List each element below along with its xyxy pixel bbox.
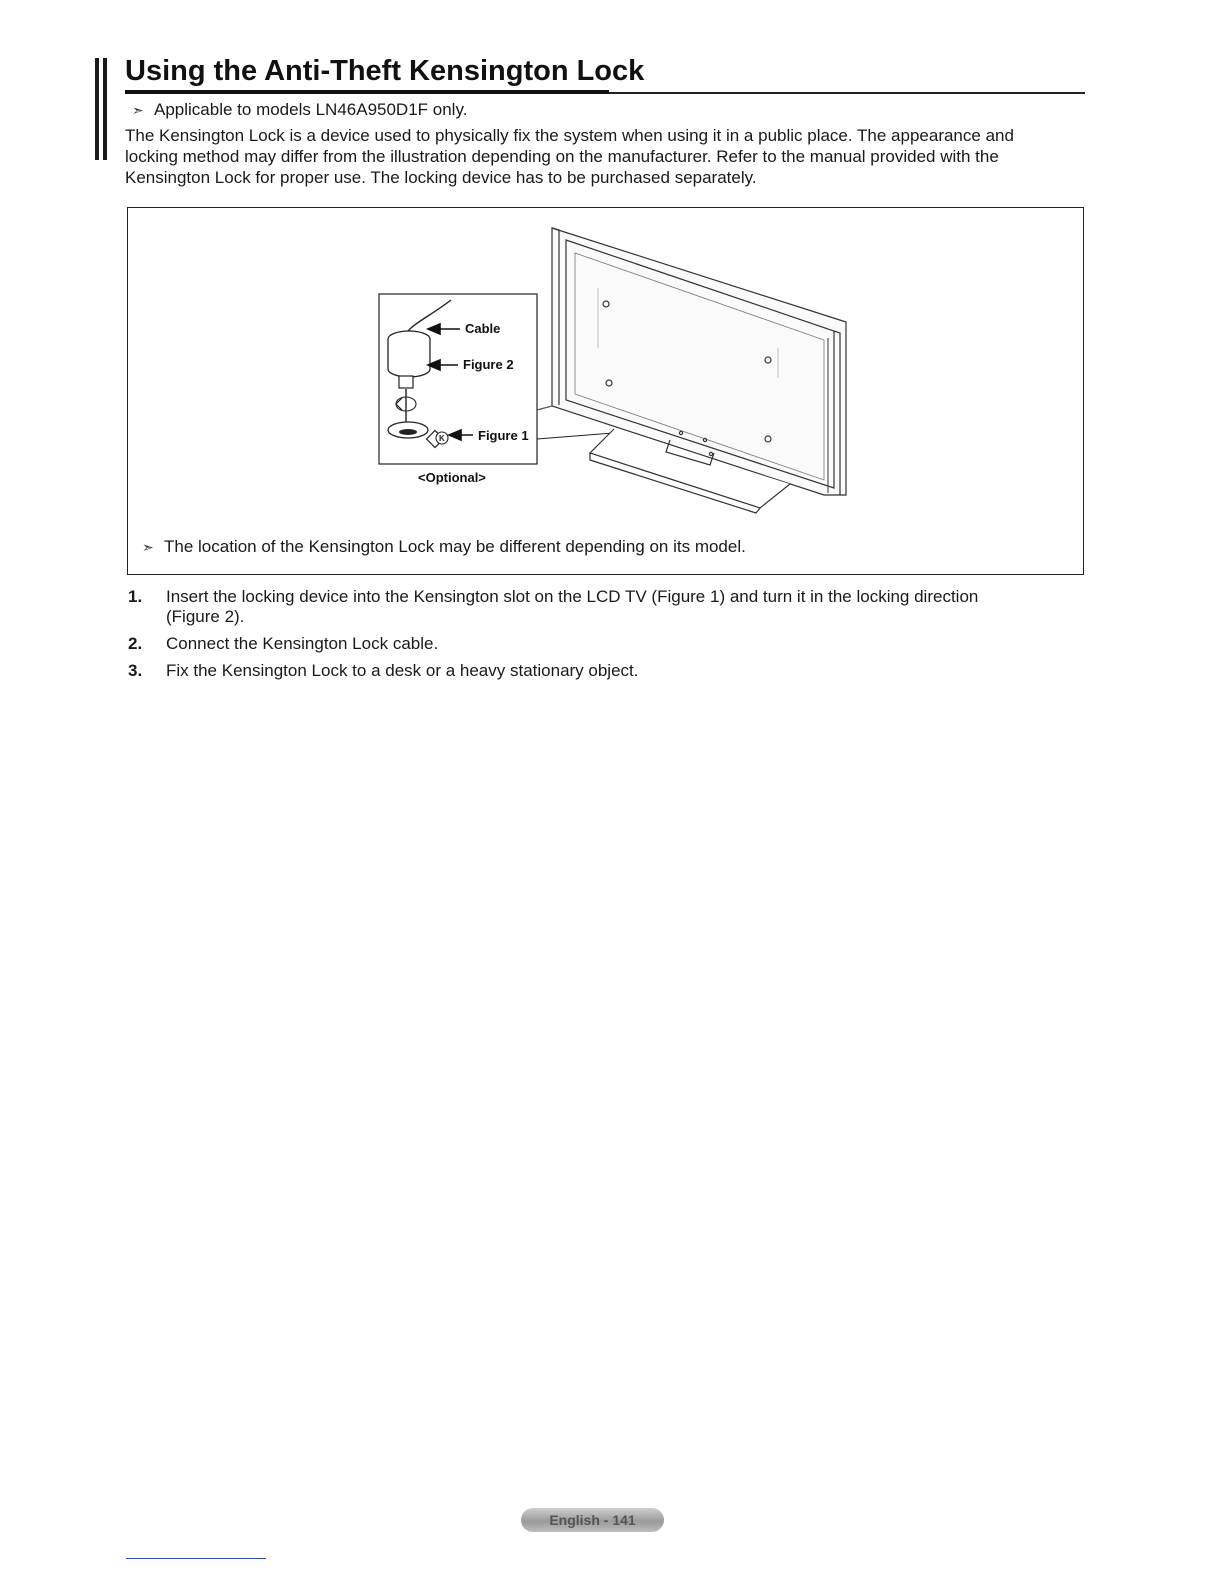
kensington-illustration — [128, 208, 1083, 574]
list-item — [128, 634, 1028, 654]
location-note-text: The location of the Kensington Lock may be different depending on its model. — [164, 537, 746, 556]
footnote-rule — [126, 1558, 266, 1559]
step-text: Connect the Kensington Lock cable. — [166, 634, 439, 653]
section-marker-bar — [103, 58, 107, 160]
step-text: Insert the locking device into the Kensington slot on the LCD TV (Figure 1) and turn it in the locking direction (Figure 2). — [166, 587, 979, 626]
section-marker-bar — [95, 58, 99, 160]
lock-neck — [399, 376, 413, 388]
list-item — [128, 661, 1028, 681]
figure-box — [127, 207, 1084, 575]
lock-cylinder-body — [388, 339, 430, 377]
section-marker — [95, 58, 111, 160]
leader-line — [537, 433, 613, 439]
step-number: 1. — [128, 587, 143, 606]
steps-list — [128, 587, 1028, 688]
tv-illustration — [537, 228, 846, 513]
callout-figure-1: Figure 1 — [478, 428, 529, 443]
intro-paragraph: The Kensington Lock is a device used to physically fix the system when using it in a public place. The appearance and locking method may differ from the illustration depending on the manufacturer. Refer to the manual provided with the Kensington Lock for proper use. The locking device has to be purchased separately. — [125, 126, 1014, 187]
list-item — [128, 587, 1028, 627]
callout-cable: Cable — [465, 321, 501, 336]
title-underline — [125, 90, 609, 94]
title-row — [125, 54, 1085, 94]
applicable-note-text: Applicable to models LN46A950D1F only. — [154, 100, 468, 119]
page-number-badge: English - 141 — [521, 1508, 664, 1532]
note-arrow-icon: ➣ — [142, 539, 154, 555]
step-text: Fix the Kensington Lock to a desk or a heavy stationary object. — [166, 661, 639, 680]
location-note — [142, 536, 746, 558]
callout-figure-2: Figure 2 — [463, 357, 514, 372]
applicable-note — [132, 99, 467, 121]
page-title: Using the Anti-Theft Kensington Lock — [125, 55, 645, 87]
step-number: 3. — [128, 661, 143, 680]
svg-text:K: K — [439, 434, 445, 443]
step-number: 2. — [128, 634, 143, 653]
callout-optional: <Optional> — [418, 470, 486, 485]
note-arrow-icon: ➣ — [132, 102, 144, 118]
